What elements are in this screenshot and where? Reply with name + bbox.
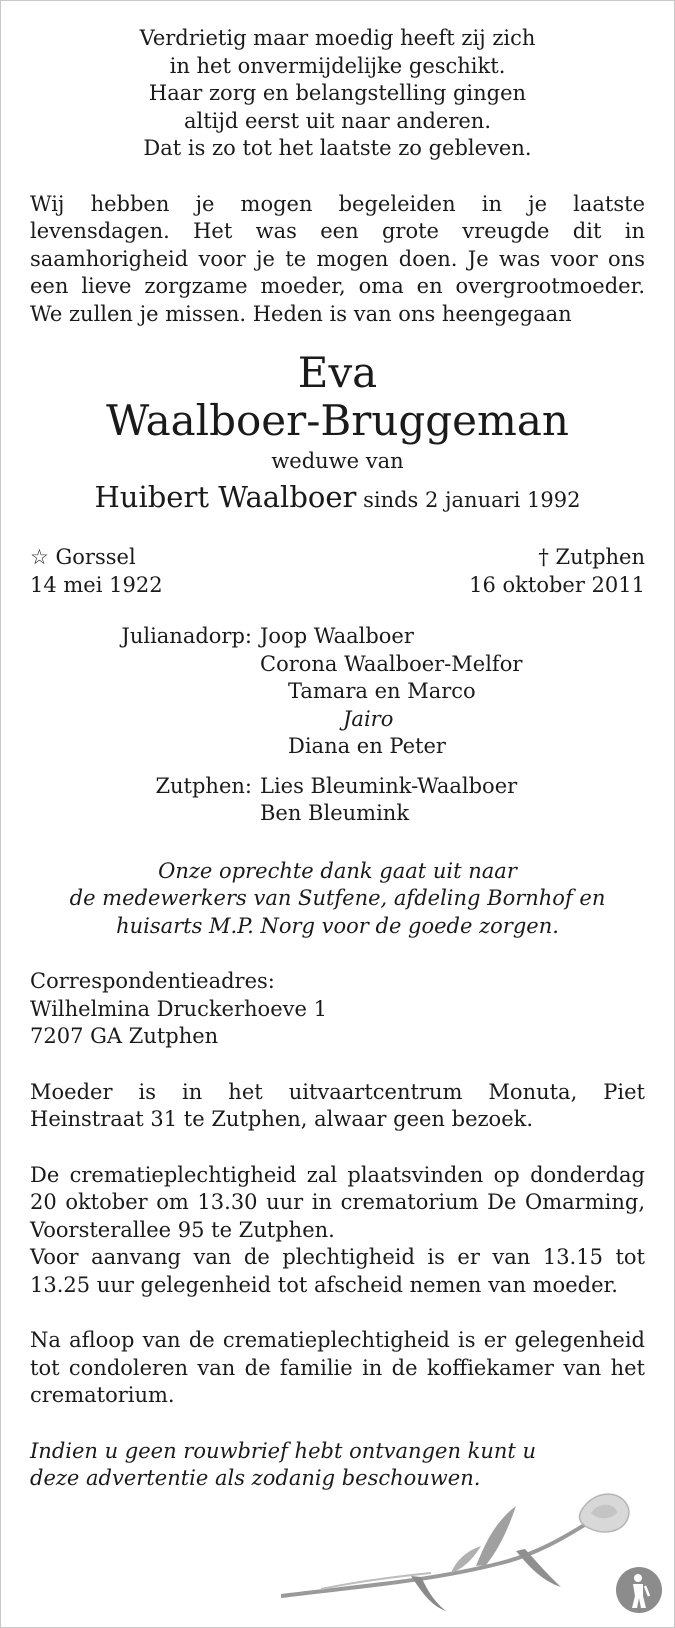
family-member: Joop Waalboer — [260, 624, 414, 648]
funeral-home-paragraph: Moeder is in het uitvaartcentrum Monuta, Piet Heinstraat 31 te Zutphen, alwaar geen bezoek. — [30, 1079, 645, 1131]
husband-since: sinds 2 januari 1992 — [363, 487, 581, 512]
farewell-paragraph: Voor aanvang van de plechtigheid is er van 13.15 tot 13.25 uur gelegenheid tot afscheid nemen van moeder. — [30, 1245, 645, 1297]
ceremony-paragraph: De crematieplechtigheid zal plaatsvinden op donderdag 20 oktober om 13.30 uur in crematorium De Omarming, Voorsterallee 95 te Zutphen. — [30, 1162, 645, 1242]
address-street: Wilhelmina Druckerhoeve 1 — [30, 996, 327, 1021]
rose-icon — [281, 1481, 631, 1621]
death-date: 16 oktober 2011 — [469, 572, 645, 597]
ad-content — [30, 25, 645, 1493]
birth-death-dates — [30, 572, 645, 600]
family-group — [30, 773, 645, 828]
family-location: Julianadorp: — [121, 624, 252, 648]
birth-death-places — [30, 544, 645, 572]
poem-line: in het onvermijdelijke geschikt. — [169, 53, 506, 78]
thanks-line: huisarts M.P. Norg voor de goede zorgen. — [116, 913, 559, 938]
death-place: Zutphen — [555, 545, 645, 569]
deceased-full-name: Waalboer-Bruggeman — [106, 396, 569, 445]
poem — [30, 25, 645, 163]
widow-of-label: weduwe van — [271, 449, 404, 473]
thanks-message — [30, 858, 645, 941]
family-member: Corona Waalboer-Melfor — [260, 651, 523, 676]
family-member: Lies Bleumink-Waalboer — [260, 773, 518, 798]
family-member: Jairo — [343, 706, 394, 731]
death-place-line — [538, 544, 645, 572]
family-location: Zutphen: — [155, 773, 252, 798]
address-city: 7207 GA Zutphen — [30, 1024, 219, 1048]
closing-paragraph: Indien u geen rouwbrief hebt ontvangen kunt u deze advertentie als zodanig beschouwen. — [30, 1438, 537, 1490]
condolence-paragraph: Na afloop van de crematieplechtigheid is er gelegenheid tot condoleren van de familie in de koffiekamer van het crematorium. — [30, 1328, 645, 1407]
star-icon: ☆ — [30, 545, 49, 569]
husband-name: Huibert Waalboer — [94, 479, 357, 514]
family-list — [30, 623, 645, 828]
poem-line: Verdrietig maar moedig heeft zij zich — [139, 26, 536, 50]
poem-line: Dat is zo tot het laatste zo gebleven. — [143, 136, 532, 160]
correspondence-address — [30, 968, 645, 1051]
thanks-line: Onze oprechte dank gaat uit naar — [158, 858, 517, 883]
family-members — [260, 773, 645, 828]
poem-line: altijd eerst uit naar anderen. — [183, 108, 492, 133]
deceased-first-name: Eva — [297, 348, 378, 397]
intro-paragraph: Wij hebben je mogen begeleiden in je laatste levensdagen. Het was een grote vreugde dit in saamhorigheid voor je te mogen doen. Je was voor ons een lieve zorgzame moeder, oma en overgrootmoeder. We zullen je missen. Heden is van ons heengegaan — [30, 191, 645, 326]
poem-line: Haar zorg en belangstelling gingen — [148, 81, 527, 105]
family-group — [30, 623, 645, 761]
birth-place-line — [30, 544, 136, 572]
memorial-logo-icon — [615, 1566, 663, 1614]
family-member: Diana en Peter — [288, 734, 446, 758]
address-label: Correspondentieadres: — [30, 969, 275, 993]
family-member: Ben Bleumink — [260, 801, 410, 825]
husband-line — [30, 479, 645, 515]
thanks-line: de medewerkers van Sutfene, afdeling Bornhof en — [69, 886, 606, 910]
cross-icon: † — [538, 545, 549, 569]
birth-place: Gorssel — [55, 545, 136, 569]
family-members — [260, 623, 645, 761]
birth-date: 14 mei 1922 — [30, 572, 163, 597]
family-member: Tamara en Marco — [288, 679, 476, 703]
